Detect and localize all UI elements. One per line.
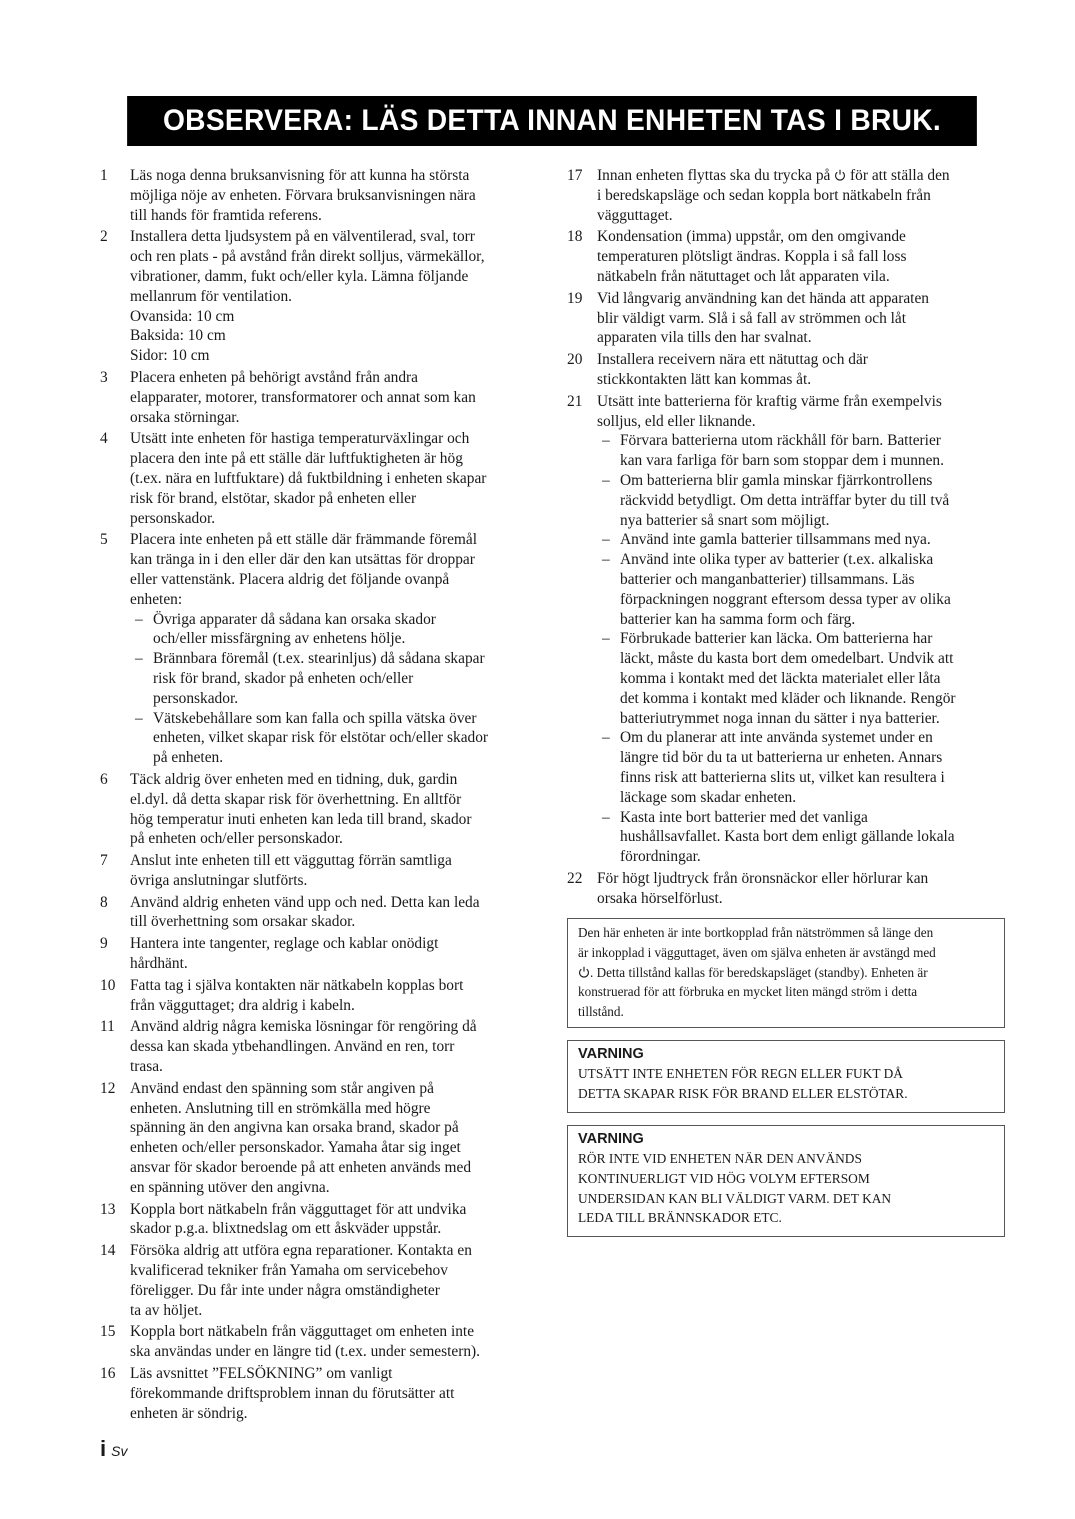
- item-line: mellanrum för ventilation.: [130, 287, 292, 305]
- item-number: 20: [567, 351, 583, 369]
- sub-item-line: Brännbara föremål (t.ex. stearinljus) då sådana skapar: [153, 650, 485, 668]
- sub-item-line: batteriutrymmet noga innan du sätter i nya batterier.: [620, 709, 940, 727]
- warning-line: UTSÄTT INTE ENHETEN FÖR REGN ELLER FUKT DÅ: [578, 1066, 903, 1082]
- item-number: 4: [100, 430, 108, 448]
- item-line: ta av höljet.: [130, 1301, 203, 1319]
- item-line: För högt ljudtryck från öronsnäckor eller hörlurar kan: [597, 869, 929, 887]
- sub-item-line: batterier och manganbatterier) tillsammans. Läs: [620, 570, 915, 588]
- item-line: Sidor: 10 cm: [130, 347, 210, 365]
- item-line: från vägguttaget; dra aldrig i kabeln.: [130, 996, 355, 1014]
- item-line: förekommande driftsproblem innan du förutsätter att: [130, 1384, 455, 1402]
- item-line: trasa.: [130, 1058, 163, 1076]
- item-line: i beredskapsläge och sedan koppla bort nätkabeln från: [597, 186, 931, 204]
- item-line: till hands för framtida referens.: [130, 206, 322, 224]
- warning-box: [567, 1040, 1005, 1113]
- sub-list-item: [597, 808, 1005, 867]
- sub-item-line: Förvara batterierna utom räckhåll för barn. Batterier: [620, 432, 941, 450]
- warning-title: VARNING: [578, 1131, 644, 1148]
- list-item: [567, 869, 1005, 909]
- sub-list-item: [597, 530, 1005, 550]
- item-line: orsaka hörselförlust.: [597, 889, 723, 907]
- list-item: [100, 851, 538, 891]
- item-line: Anslut inte enheten till ett vägguttag förrän samtliga: [130, 852, 452, 870]
- item-line: enheten och/eller personskador. Yamaha åtar sig inget: [130, 1139, 461, 1157]
- note-line: är inkopplad i vägguttaget, även om själva enheten är avstängd med: [578, 945, 936, 961]
- item-number: 9: [100, 935, 108, 953]
- item-line: Koppla bort nätkabeln från vägguttaget för att undvika: [130, 1200, 467, 1218]
- sub-list: [597, 431, 1005, 867]
- item-line: vägguttaget.: [597, 206, 673, 224]
- item-line: ska användas under en längre tid (t.ex. under semestern).: [130, 1343, 481, 1361]
- item-line: Läs noga denna bruksanvisning för att kunna ha största: [130, 167, 470, 184]
- item-line: till överhettning som orsakar skador.: [130, 913, 356, 931]
- sub-item-line: på enheten.: [153, 749, 224, 767]
- item-line: placera den inte på ett ställe där luftfuktigheten är hög: [130, 450, 463, 468]
- item-line: Täck aldrig över enheten med en tidning, duk, gardin: [130, 770, 458, 788]
- warning-title: VARNING: [578, 1046, 644, 1063]
- item-line: blir väldigt varm. Slå i så fall av strömmen och låt: [597, 309, 907, 327]
- item-number: 3: [100, 368, 108, 386]
- item-line: (t.ex. nära en luftfuktare) då fuktbildning i enheten skapar: [130, 469, 487, 487]
- list-item: [567, 289, 1005, 348]
- dash-bullet: –: [602, 808, 610, 826]
- item-line: enheten är söndrig.: [130, 1404, 248, 1422]
- item-number: 15: [100, 1323, 116, 1341]
- dash-bullet: –: [602, 630, 610, 648]
- item-number: 19: [567, 289, 583, 307]
- item-line: apparaten vila tills den har svalnat.: [597, 329, 812, 347]
- item-line: Kondensation (imma) uppstår, om den omgivande: [597, 228, 906, 246]
- item-line: kvalificerad tekniker från Yamaha om servicebehov: [130, 1262, 448, 1280]
- note-line: tillstånd.: [578, 1003, 624, 1019]
- sub-item-line: räckvidd betydligt. Om detta inträffar byter du till två: [620, 491, 950, 509]
- sub-item-line: och/eller missfärgning av enhetens hölje.: [153, 630, 406, 648]
- item-number: 14: [100, 1242, 116, 1260]
- dash-bullet: –: [135, 650, 143, 668]
- safety-list-right: [567, 166, 1005, 225]
- sub-item-line: längre tid bör du ta ut batterierna ur enheten. Annars: [620, 749, 943, 767]
- item-line: nätkabeln från nätuttaget och låt apparaten vila.: [597, 267, 890, 285]
- list-item: [100, 1241, 538, 1320]
- item-number: 12: [100, 1079, 116, 1097]
- item-line: hög temperatur inuti enheten kan leda till brand, skador: [130, 810, 472, 828]
- item-number: 16: [100, 1365, 116, 1383]
- dash-bullet: –: [602, 471, 610, 489]
- item-line: Försöka aldrig att utföra egna reparationer. Kontakta en: [130, 1242, 472, 1260]
- note-line: . Detta tillstånd kallas för beredskapsläget (standby). Enheten är: [578, 963, 994, 983]
- note-line: Den här enheten är inte bortkopplad från nätströmmen så länge den: [578, 925, 934, 941]
- item-number: 13: [100, 1200, 116, 1218]
- list-item: [567, 392, 1005, 867]
- list-item: [100, 166, 538, 225]
- item-line: Använd aldrig några kemiska lösningar för rengöring då: [130, 1018, 477, 1036]
- item-line: möjliga nöje av enheten. Förvara bruksanvisningen nära: [130, 186, 476, 204]
- language-code: Sv: [111, 1443, 128, 1459]
- item-line: hårdhänt.: [130, 955, 188, 973]
- item-number: 22: [567, 869, 583, 887]
- sub-list-item: [597, 431, 1005, 471]
- list-item: [567, 350, 1005, 390]
- sub-item-line: batterier kan ha samma form och färg.: [620, 610, 856, 628]
- sub-item-line: komma i kontakt med det läckta materialet eller låta: [620, 669, 941, 687]
- item-line: föreligger. Du får inte under några omständigheter: [130, 1281, 440, 1299]
- item-number: 1: [100, 167, 108, 184]
- item-line: Läs avsnittet ”FELSÖKNING” om vanligt: [130, 1365, 393, 1383]
- item-line: Utsätt inte enheten för hastiga temperaturväxlingar och: [130, 430, 470, 448]
- safety-list-right-cont: [567, 227, 1005, 908]
- sub-item-line: Använd inte gamla batterier tillsammans med nya.: [620, 531, 931, 549]
- sub-item-line: risk för brand, skador på enheten och/eller: [153, 669, 414, 687]
- item-line: enheten. Anslutning till en strömkälla med högre: [130, 1099, 431, 1117]
- item-line: Fatta tag i själva kontakten när nätkabeln kopplas bort: [130, 976, 464, 994]
- item-line: Koppla bort nätkabeln från vägguttaget om enheten inte: [130, 1323, 475, 1341]
- item-number: 21: [567, 392, 583, 410]
- sub-list-item: [130, 610, 538, 650]
- item-number: 17: [567, 167, 583, 184]
- sub-item-line: Om du planerar att inte använda systemet under en: [620, 729, 933, 747]
- warning-line: DETTA SKAPAR RISK FÖR BRAND ELLER ELSTÖTAR.: [578, 1086, 908, 1102]
- item-line: Använd endast den spänning som står angiven på: [130, 1079, 434, 1097]
- item-line: vibrationer, damm, fukt och/eller kyla. Lämna följande: [130, 267, 469, 285]
- list-item: [100, 1364, 538, 1423]
- sub-item-line: hushållsavfallet. Kasta bort dem enligt gällande lokala: [620, 828, 955, 846]
- sub-item-line: läckt, måste du kasta bort dem omedelbart. Undvik att: [620, 650, 954, 668]
- item-line: ansvar för skador beroende på att enheten används med: [130, 1159, 472, 1177]
- item-line: Utsätt inte batterierna för kraftig värme från exempelvis: [597, 392, 942, 410]
- dash-bullet: –: [602, 729, 610, 747]
- sub-item-line: Använd inte olika typer av batterier (t.ex. alkaliska: [620, 551, 934, 569]
- sub-list-item: [597, 728, 1005, 807]
- sub-item-line: Vätskebehållare som kan falla och spilla vätska över: [153, 709, 477, 727]
- sub-item-line: läckage som skadar enheten.: [620, 788, 797, 806]
- list-item: [100, 976, 538, 1016]
- item-line: Vid långvarig användning kan det hända att apparaten: [597, 289, 929, 307]
- sub-list-item: [130, 649, 538, 708]
- item-line: solljus, eld eller liknande.: [597, 412, 756, 430]
- standby-note: [567, 918, 1005, 1028]
- item-line: Ovansida: 10 cm: [130, 307, 235, 325]
- list-item: [100, 227, 538, 366]
- page-title: OBSERVERA: LÄS DETTA INNAN ENHETEN TAS I BRUK.: [127, 96, 977, 146]
- warning-line: LEDA TILL BRÄNNSKADOR ETC.: [578, 1210, 782, 1226]
- item-number: 7: [100, 852, 108, 870]
- sub-list-item: [597, 550, 1005, 629]
- dash-bullet: –: [602, 531, 610, 549]
- power-standby-icon: [578, 966, 590, 978]
- sub-list-item: [130, 709, 538, 768]
- sub-item-line: enheten, vilket skapar risk för elstötar och/eller skador: [153, 729, 489, 747]
- warning-line: UNDERSIDAN KAN BLI VÄLDIGT VARM. DET KAN: [578, 1190, 892, 1206]
- item-line: Hantera inte tangenter, reglage och kablar onödigt: [130, 935, 439, 953]
- item-line: en spänning utöver den angivna.: [130, 1178, 330, 1196]
- sub-item-line: nya batterier så snart som möjligt.: [620, 511, 830, 529]
- safety-list-left: [100, 166, 538, 1423]
- list-item: [567, 227, 1005, 286]
- item-line: Installera receivern nära ett nätuttag och där: [597, 351, 868, 369]
- dash-bullet: –: [135, 610, 143, 628]
- power-standby-icon: [834, 169, 846, 181]
- dash-bullet: –: [602, 551, 610, 569]
- sub-list-item: [597, 471, 1005, 530]
- item-line: elapparater, motorer, transformatorer och annat som kan: [130, 388, 476, 406]
- sub-item-line: förordningar.: [620, 848, 701, 866]
- right-column: [567, 166, 1005, 1237]
- item-line: stickkontakten lätt kan kommas åt.: [597, 370, 812, 388]
- dash-bullet: –: [602, 432, 610, 450]
- item-line: Innan enheten flyttas ska du trycka på för att ställa den: [597, 167, 950, 184]
- item-line: Placera inte enheten på ett ställe där främmande föremål: [130, 531, 477, 549]
- page-footer: [100, 1436, 127, 1462]
- sub-item-line: Om batterierna blir gamla minskar fjärrkontrollens: [620, 471, 933, 489]
- list-item: [100, 893, 538, 933]
- item-number: 6: [100, 770, 108, 788]
- sub-item-line: förpackningen noggrant eftersom dessa typer av olika: [620, 590, 951, 608]
- item-line: Baksida: 10 cm: [130, 327, 226, 345]
- sub-list-item: [597, 629, 1005, 728]
- note-line: konstruerad för att förbruka en mycket liten mängd ström i detta: [578, 984, 918, 1000]
- item-line: spänning än den angivna kan orsaka brand, skador på: [130, 1119, 459, 1137]
- item-line: på enheten och/eller personskador.: [130, 830, 343, 848]
- list-item: [100, 1079, 538, 1198]
- list-item: [100, 1322, 538, 1362]
- item-line: Installera detta ljudsystem på en välventilerad, sval, torr: [130, 228, 475, 246]
- warning-line: KONTINUERLIGT VID HÖG VOLYM EFTERSOM: [578, 1170, 870, 1186]
- dash-bullet: –: [135, 709, 143, 727]
- warning-box: [567, 1125, 1005, 1237]
- sub-item-line: Kasta inte bort batterier med det vanliga: [620, 808, 868, 826]
- item-line: orsaka störningar.: [130, 408, 240, 426]
- list-item: [100, 530, 538, 768]
- sub-item-line: finns risk att batterierna slits ut, vilket kan resultera i: [620, 768, 945, 786]
- item-line: eller vattenstänk. Placera aldrig det följande ovanpå: [130, 570, 450, 588]
- item-number: 8: [100, 893, 108, 911]
- item-line: Använd aldrig enheten vänd upp och ned. Detta kan leda: [130, 893, 480, 911]
- item-line: kan tränga in i den eller där den kan utsättas för droppar: [130, 551, 475, 569]
- sub-list: [130, 610, 538, 768]
- item-line: personskador.: [130, 509, 216, 527]
- item-line: enheten:: [130, 590, 183, 608]
- page-number: i: [100, 1436, 107, 1461]
- sub-item-line: Förbrukade batterier kan läcka. Om batterierna har: [620, 630, 933, 648]
- list-item: [100, 934, 538, 974]
- sub-item-line: det komma i kontakt med kläder och liknande. Rengör: [620, 689, 956, 707]
- list-item: [100, 368, 538, 427]
- sub-item-line: kan vara farliga för barn som stoppar dem i munnen.: [620, 452, 944, 470]
- sub-item-line: personskador.: [153, 689, 239, 707]
- list-item: [100, 1200, 538, 1240]
- item-number: 11: [100, 1018, 115, 1036]
- item-line: temperaturen plötsligt ändras. Koppla i så fall loss: [597, 248, 907, 266]
- list-item: [100, 770, 538, 849]
- item-line: övriga anslutningar slutförts.: [130, 871, 308, 889]
- item-number: 10: [100, 976, 116, 994]
- sub-item-line: Övriga apparater då sådana kan orsaka skador: [153, 610, 436, 628]
- item-line: risk för brand, elstötar, skador på enheten eller: [130, 489, 417, 507]
- list-item: [567, 166, 1005, 225]
- item-line: skador p.g.a. blixtnedslag om ett åskväder uppstår.: [130, 1220, 442, 1238]
- item-line: el.dyl. då detta skapar risk för överhettning. En alltför: [130, 790, 462, 808]
- item-number: 2: [100, 228, 108, 246]
- list-item: [100, 429, 538, 528]
- left-column: [100, 166, 538, 1425]
- warning-line: RÖR INTE VID ENHETEN NÄR DEN ANVÄNDS: [578, 1151, 862, 1167]
- item-number: 5: [100, 531, 108, 549]
- item-line: och ren plats - på avstånd från direkt solljus, värmekällor,: [130, 248, 485, 266]
- item-line: dessa kan skada ytbehandlingen. Använd en ren, torr: [130, 1038, 455, 1056]
- list-item: [100, 1017, 538, 1076]
- item-number: 18: [567, 228, 583, 246]
- item-line: Placera enheten på behörigt avstånd från andra: [130, 368, 419, 386]
